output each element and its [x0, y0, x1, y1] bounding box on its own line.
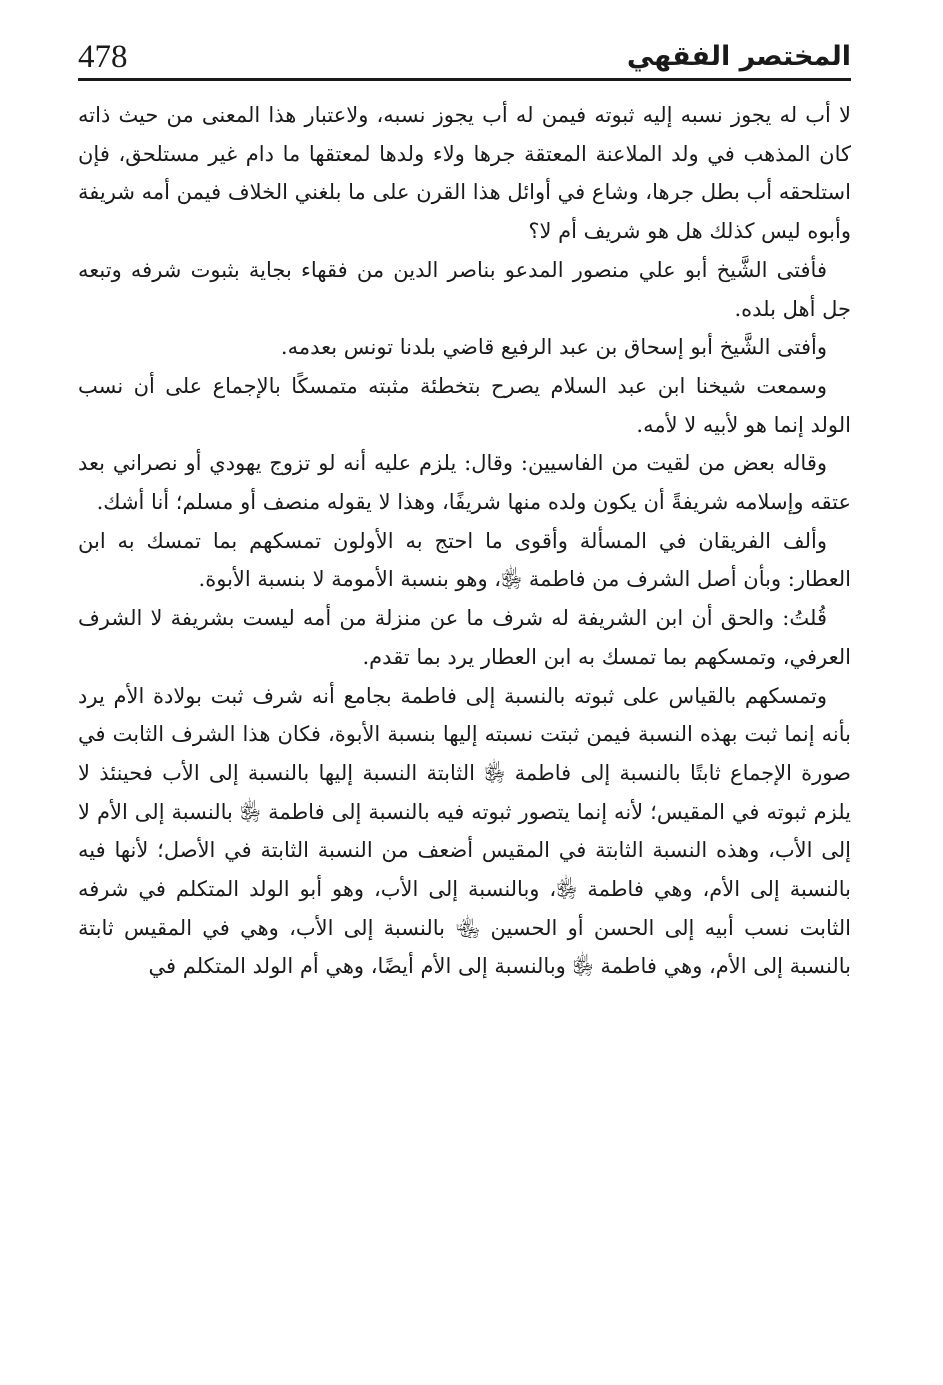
running-title: المختصر الفقهي [626, 41, 851, 72]
paragraph-4: وسمعت شيخنا ابن عبد السلام يصرح بتخطئة مثبته متمسكًا بالإجماع على أن نسب الولد إنما هو لأبيه لا لأمه. [78, 373, 851, 437]
paragraph-3: وأفتى الشَّيخ أبو إسحاق بن عبد الرفيع قاضي بلدنا تونس بعدمه. [280, 335, 827, 360]
paragraph-5: وقاله بعض من لقيت من الفاسيين: وقال: يلزم عليه أنه لو تزوج يهودي أو نصراني بعد عتقه وإسلامه شريفةً أن يكون ولده منها شريفًا، وهذا لا يقوله منصف أو مسلم؛ أنا أشك. [78, 451, 851, 515]
paragraph-8: وتمسكهم بالقياس على ثبوته بالنسبة إلى فاطمة بجامع أنه شرف ثبت بولادة الأم يرد بأنه إنما ثبت بهذه النسبة فيمن ثبتت نسبته إليها بنسبة الأبوة، فكان هذا الشرف الثابت في صورة الإجماع ثابتًا بالنسبة إلى فاطمة ﵂ الثابتة النسبة إليها بالنسبة إلى الأب فحينئذ لا يلزم ثبوته في المقيس؛ لأنه إنما يتصور ثبوته فيه بالنسبة إلى فاطمة ﵂ بالنسبة إلى الأم لا إلى الأب، وهذه النسبة الثابتة في المقيس أضعف من النسبة الثابتة في الأصل؛ لأنها فيه بالنسبة إلى الأم، وهي فاطمة ﵂، وبالنسبة إلى الأب، وهو أبو الولد المتكلم في شرفه الثابت نسب أبيه إلى الحسن أو الحسين ﵄ بالنسبة إلى الأب، وهي في المقيس ثابتة بالنسبة إلى الأم، وهي فاطمة ﵂ وبالنسبة إلى الأم أيضًا، وهي أم الولد المتكلم في [78, 683, 851, 979]
header-rule [78, 78, 851, 81]
page-header [78, 34, 851, 74]
paragraph-1: لا أب له يجوز نسبه إليه ثبوته فيمن له أب يجوز نسبه، ولاعتبار هذا المعنى من حيث ذاته كان المذهب في ولد الملاعنة المعتقة جرها ولاء ولدها لمعتقها ما دام غير مستلحق، فإن استلحقه أب بطل جرها، وشاع في أوائل هذا القرن على ما بلغني الخلاف فيمن أمه شريفة وأبوه ليس كذلك هل هو شريف أم لا؟ [78, 103, 851, 244]
page-number: 478 [78, 39, 128, 75]
paragraph-7: قُلتُ: والحق أن ابن الشريفة له شرف ما عن منزلة من أمه ليست بشريفة لا الشرف العرفي، وتمسكهم بما تمسك به ابن العطار يرد بما تقدم. [78, 606, 851, 669]
paragraph-2: فأفتى الشَّيخ أبو علي منصور المدعو بناصر الدين من فقهاء بجاية بثبوت شرفه وتبعه جل أهل بلده. [78, 257, 851, 321]
page-body [78, 96, 851, 986]
paragraph-6: وألف الفريقان في المسألة وأقوى ما احتج به الأولون تمسكهم بما تمسك به ابن العطار: وبأن أصل الشرف من فاطمة ﵂، وهو بنسبة الأمومة لا بنسبة الأبوة. [78, 528, 851, 592]
